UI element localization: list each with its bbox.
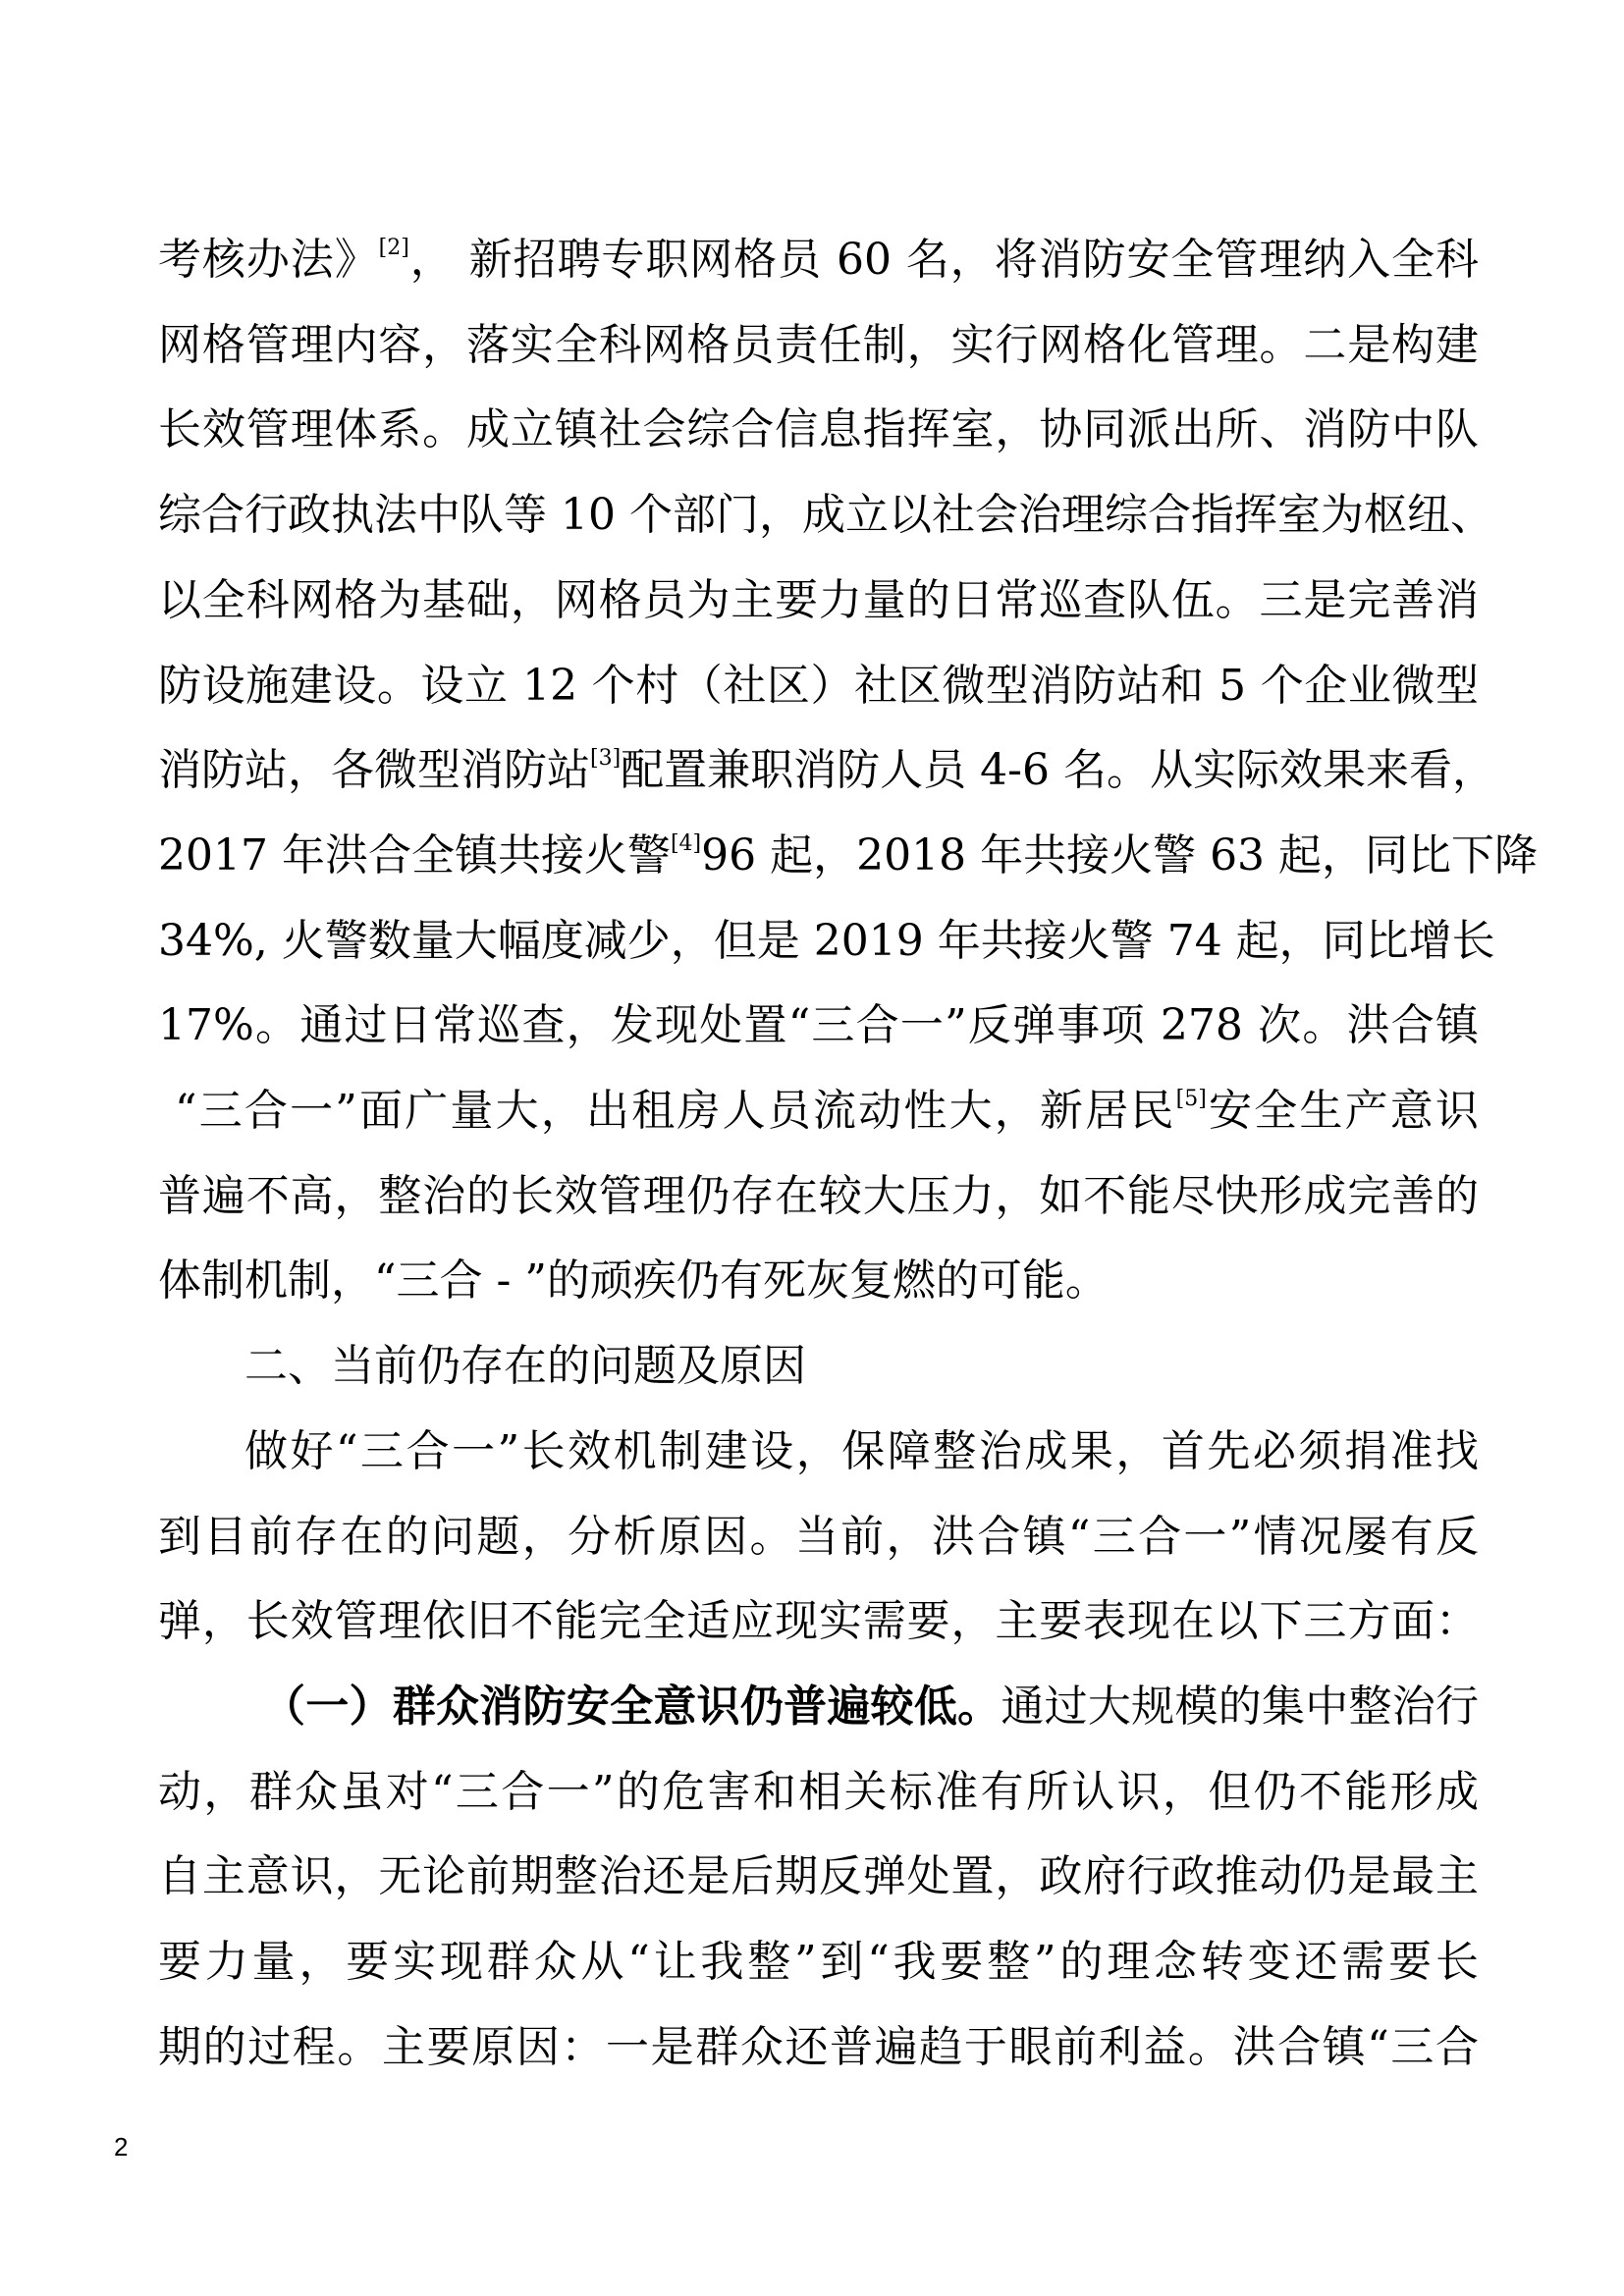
text-line	[158, 1508, 1479, 1567]
text-line	[158, 996, 1479, 1055]
text-line	[262, 1678, 1479, 1736]
line-text: ， 新招聘专职网格员 60 名，将消防安全管理纳入全科	[408, 235, 1480, 285]
line-text: 考核办法》	[158, 235, 379, 285]
line-text: 到目前存在的问题，分析原因。当前，洪合镇“三合一”情况屡有反	[158, 1511, 1479, 1562]
text-line	[158, 486, 1493, 545]
text-line	[158, 400, 1479, 459]
text-line	[158, 741, 1495, 800]
line-text: 通过大规模的集中整治行	[1001, 1681, 1479, 1732]
text-line	[158, 1592, 1479, 1651]
line-text: 网格管理内容，落实全科网格员责任制，实行网格化管理。二是构建	[158, 319, 1479, 370]
text-line	[175, 1082, 1479, 1141]
text-line	[158, 1763, 1479, 1822]
line-text: 要力量，要实现群众从“让我整”到“我要整”的理念转变还需要长	[158, 1937, 1479, 1987]
line-text: 做好“三合一”长效机制建设，保障整治成果，首先必须捐准找	[244, 1425, 1479, 1476]
line-text: 消防站，各微型消防站	[158, 745, 590, 796]
line-text: 体制机制，“三合 - ”的顽疾仍有死灰复燃的可能。	[158, 1255, 1109, 1307]
line-text: 34%, 火警数量大幅度减少，但是 2019 年共接火警 74 起，同比增长	[158, 915, 1495, 966]
line-text: 自主意识，无论前期整治还是后期反弹处置，政府行政推动仍是最主	[158, 1851, 1479, 1902]
text-line	[158, 1933, 1479, 1992]
line-text: 二、当前仍存在的问题及原因	[244, 1341, 806, 1392]
line-text: 弹，长效管理依旧不能完全适应现实需要，主要表现在以下三方面：	[158, 1596, 1479, 1647]
line-text: 防设施建设。设立 12 个村（社区）社区微型消防站和 5 个企业微型	[158, 660, 1479, 711]
line-text: 配置兼职消防人员 4-6 名。从实际效果来看，	[621, 745, 1495, 796]
text-line	[158, 657, 1479, 716]
footnote-reference[interactable]: [2]	[378, 236, 409, 260]
line-text: 96 起，2018 年共接火警 63 起，同比下降	[701, 829, 1539, 881]
text-line	[158, 231, 1479, 290]
line-text: 动，群众虽对“三合一”的危害和相关标准有所认识，但仍不能形成	[158, 1766, 1479, 1817]
text-line	[158, 912, 1495, 971]
footnote-reference[interactable]: [5]	[1175, 1087, 1207, 1111]
text-line	[158, 316, 1479, 375]
line-text: 长效管理体系。成立镇社会综合信息指挥室，协同派出所、消防中队	[158, 404, 1479, 455]
text-line	[158, 2018, 1479, 2077]
line-text: 期的过程。主要原因：一是群众还普遍趋于眼前利益。洪合镇“三合	[158, 2021, 1479, 2072]
line-text: 17%。通过日常巡查，发现处置“三合一”反弹事项 278 次。洪合镇	[158, 1000, 1479, 1051]
text-line	[244, 1422, 1479, 1481]
section-heading: （一）群众消防安全意识仍普遍较低。	[262, 1681, 1001, 1732]
line-text: 综合行政执法中队等 10 个部门，成立以社会治理综合指挥室为枢纽、	[158, 490, 1493, 541]
text-line	[158, 827, 1539, 885]
page-number: 2	[114, 2132, 129, 2162]
text-line	[158, 1167, 1479, 1226]
line-text: 2017 年洪合全镇共接火警	[158, 829, 671, 881]
line-text: 普遍不高，整治的长效管理仍存在较大压力，如不能尽快形成完善的	[158, 1170, 1479, 1221]
text-line	[158, 571, 1479, 630]
text-line	[158, 1252, 1479, 1310]
footnote-reference[interactable]: [3]	[590, 746, 622, 772]
text-line	[158, 1847, 1479, 1906]
text-line	[244, 1337, 1479, 1396]
line-text: “三合一”面广量大，出租房人员流动性大，新居民	[175, 1086, 1176, 1136]
footnote-reference[interactable]: [4]	[670, 830, 702, 856]
line-text: 安全生产意识	[1206, 1086, 1479, 1136]
line-text: 以全科网格为基础，网格员为主要力量的日常巡查队伍。三是完善消	[158, 574, 1479, 625]
